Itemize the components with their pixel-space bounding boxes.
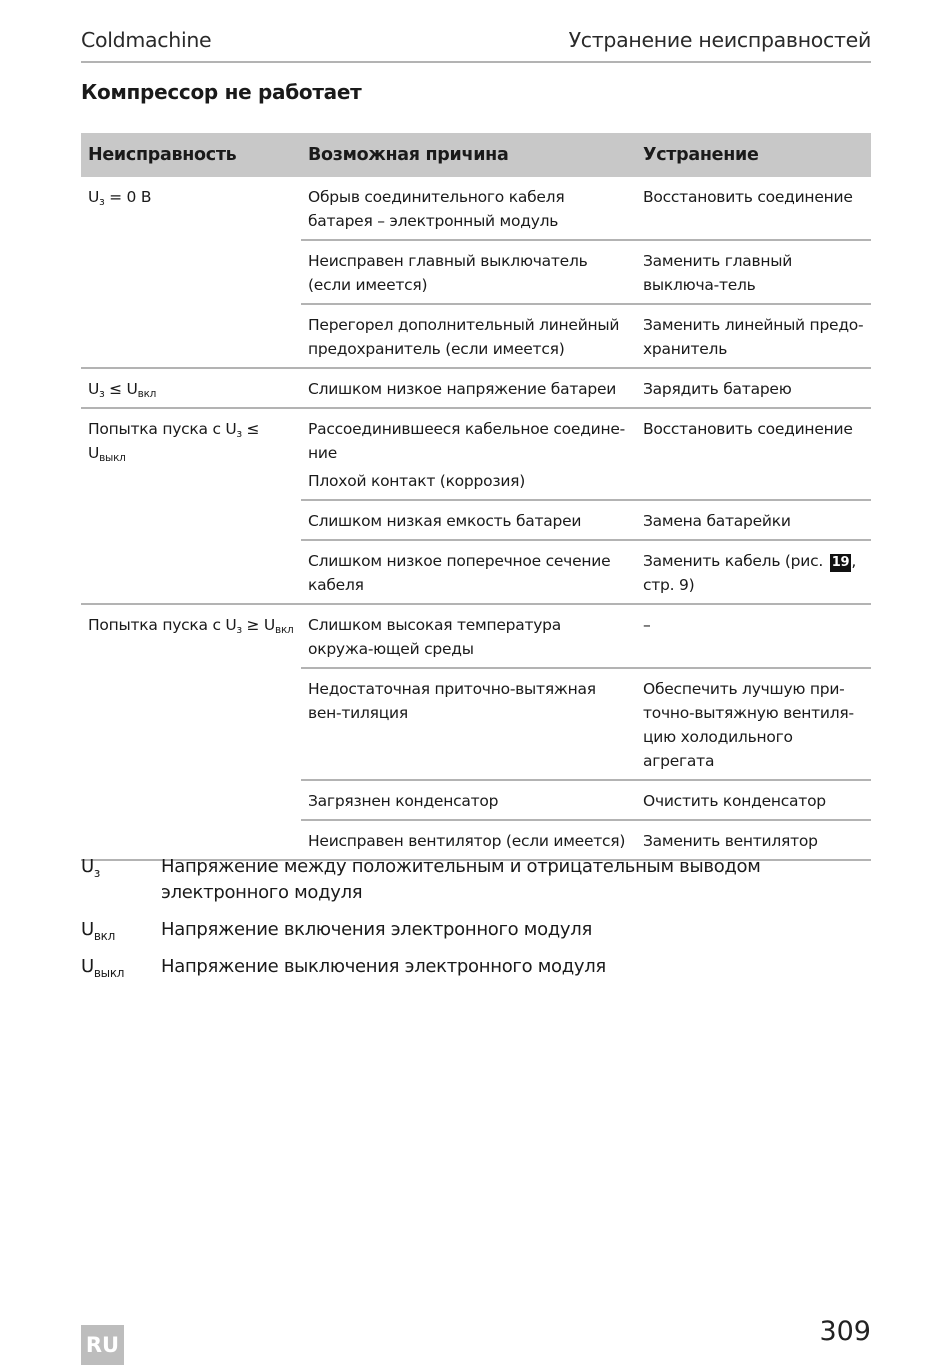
figure-reference-badge: 19 bbox=[831, 555, 850, 570]
header-chapter-title: Устранение неисправностей bbox=[568, 28, 871, 52]
legend-item bbox=[81, 917, 871, 943]
table-row bbox=[81, 408, 871, 500]
cause-cell: Слишком низкое напряжение батареи bbox=[301, 368, 636, 408]
cause-cell: Обрыв соединительного кабеля батарея – электронный модуль bbox=[301, 177, 636, 240]
page-number: 309 bbox=[819, 1316, 871, 1347]
page-header bbox=[81, 28, 871, 63]
remedy-cell: – bbox=[636, 604, 871, 668]
remedy-cell: Заменить линейный предо-хранитель bbox=[636, 304, 871, 368]
table-row bbox=[81, 177, 871, 240]
fault-cell: Попытка пуска с $U_з \ge U_{вкл}$ bbox=[81, 604, 301, 860]
table-row bbox=[81, 604, 871, 668]
header-product-name: Coldmachine bbox=[81, 28, 212, 52]
language-badge: RU bbox=[81, 1325, 124, 1365]
cause-extra-text: Плохой контакт (коррозия) bbox=[308, 472, 526, 490]
cause-cell: Неисправен главный выключатель (если имеется) bbox=[301, 240, 636, 304]
legend-description: Напряжение между положительным и отрицательным выводом электронного модуля bbox=[161, 856, 761, 903]
column-header-fault: Неисправность bbox=[81, 133, 301, 177]
symbol-legend bbox=[81, 854, 871, 991]
table-row bbox=[81, 368, 871, 408]
remedy-cell: Очистить конденсатор bbox=[636, 780, 871, 820]
legend-symbol: $U_{выкл}$ bbox=[81, 956, 125, 980]
legend-symbol: $U_{вкл}$ bbox=[81, 919, 115, 943]
remedy-cell: Обеспечить лучшую при-точно-вытяжную вентиля-цию холодильного агрегата bbox=[636, 668, 871, 780]
cause-cell: Слишком высокая температура окружа-ющей среды bbox=[301, 604, 636, 668]
cause-cell: Загрязнен конденсатор bbox=[301, 780, 636, 820]
column-header-cause: Возможная причина bbox=[301, 133, 636, 177]
legend-item bbox=[81, 854, 871, 906]
cause-text: Рассоединившееся кабельное соедине-ние bbox=[308, 420, 625, 462]
remedy-cell: Заменить кабель (рис. 19 , стр. 9) bbox=[636, 540, 871, 604]
section-title: Компрессор не работает bbox=[81, 80, 362, 104]
troubleshooting-table bbox=[81, 133, 871, 861]
table-header-row bbox=[81, 133, 871, 177]
cause-cell: Перегорел дополнительный линейный предохранитель (если имеется) bbox=[301, 304, 636, 368]
legend-description: Напряжение включения электронного модуля bbox=[161, 919, 593, 940]
remedy-cell: Заменить вентилятор bbox=[636, 820, 871, 860]
remedy-cell: Восстановить соединение bbox=[636, 177, 871, 240]
fault-cell: $U_з = 0$ В bbox=[81, 177, 301, 368]
column-header-remedy: Устранение bbox=[636, 133, 871, 177]
remedy-cell: Заменить главный выключа-тель bbox=[636, 240, 871, 304]
legend-description: Напряжение выключения электронного модуля bbox=[161, 956, 606, 977]
fault-cell: Попытка пуска с $U_з \le U_{выкл}$ bbox=[81, 408, 301, 604]
cause-cell: Слишком низкая емкость батареи bbox=[301, 500, 636, 540]
cause-cell: Неисправен вентилятор (если имеется) bbox=[301, 820, 636, 860]
cause-cell: Слишком низкое поперечное сечение кабеля bbox=[301, 540, 636, 604]
remedy-cell: Замена батарейки bbox=[636, 500, 871, 540]
cause-cell: Недостаточная приточно-вытяжная вен-тиляция bbox=[301, 668, 636, 780]
legend-item bbox=[81, 954, 871, 980]
fault-cell: $U_з \le U_{вкл}$ bbox=[81, 368, 301, 408]
cause-cell bbox=[301, 408, 636, 500]
remedy-cell: Зарядить батарею bbox=[636, 368, 871, 408]
legend-symbol: $U_з$ bbox=[81, 856, 100, 880]
remedy-cell: Восстановить соединение bbox=[636, 408, 871, 500]
